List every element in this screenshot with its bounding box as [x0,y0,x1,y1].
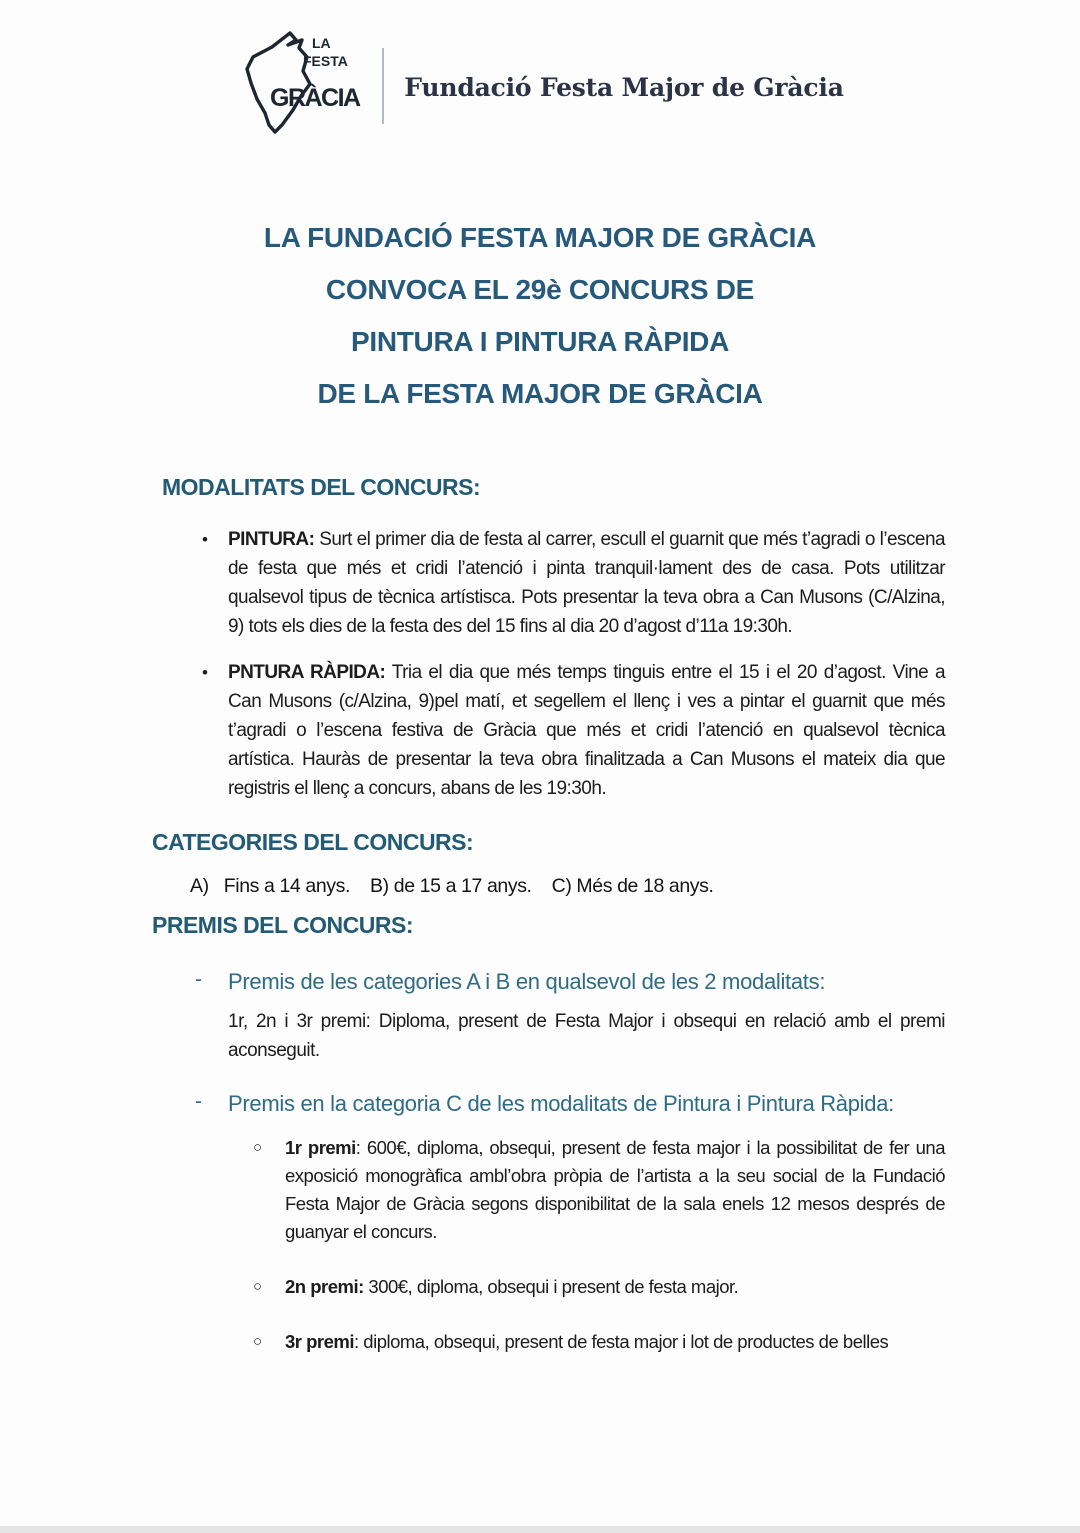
logo-divider [382,48,384,124]
title-line-1: LA FUNDACIÓ FESTA MAJOR DE GRÀCIA [263,222,817,253]
premi-c-item-3-text [285,1328,945,1356]
bullet-pintura-body: Surt el primer dia de festa al carrer, escull el guarnit que més t’agradi o l’escena de festa que més et cridi l’atenció i pinta tranquil·lament des de casa. Pots utilitzar qualsevol tipus de tècnica artístisca. Pots presentar la teva obra a Can Musons (C/Alzina, 9) tots els dies de la festa des del 15 fins al dia 20 d’agost d’11a 19:30h. [228,529,945,637]
logo-header [0,0,1080,138]
bullet-pintura-label: PINTURA: [228,529,315,550]
dash-marker-icon: - [195,968,202,991]
circle-marker-icon: ○ [253,1333,263,1350]
heading-categories: CATEGORIES DEL CONCURS: [152,829,474,855]
premi-c-item-3-body: : diploma, obsequi, present de festa major i lot de productes de belles [354,1331,889,1352]
heading-modalitats: MODALITATS DEL CONCURS: [162,474,481,500]
premis-group-ab-subheading: Premis de les categories A i B en qualsevol de les 2 modalitats: [228,969,826,994]
bullet-pintura [202,525,1080,641]
premi-c-item-2-body: 300€, diploma, obsequi i present de festa major. [363,1276,739,1297]
title-line-3: PINTURA I PINTURA RÀPIDA [350,326,730,357]
heading-premis: PREMIS DEL CONCURS: [152,912,413,938]
premi-c-item-2-text [285,1273,945,1301]
dash-marker-icon: - [195,1090,202,1113]
premi-c-item-1-text [285,1134,945,1246]
bullet-pintura-rapida-text [228,658,945,803]
title-line-4: DE LA FESTA MAJOR DE GRÀCIA [317,378,763,409]
bullet-dot-icon: • [202,530,208,549]
premi-c-item-3-label: 3r premi [285,1331,355,1352]
logo-text-la: LA [312,35,331,51]
bullet-pintura-text [228,525,945,641]
title-line-2: CONVOCA EL 29è CONCURS DE [325,274,755,305]
premi-c-item-1 [253,1134,1080,1246]
document-title [0,212,1080,420]
gracia-map-outline-icon [247,33,310,132]
logo-text-festa: FESTA [303,53,349,69]
premi-c-item-1-label: 1r premi [285,1137,356,1158]
premis-group-c [195,1085,1080,1122]
categories-line: A) Fins a 14 anys. B) de 15 a 17 anys. C) Més de 18 anys. [190,875,714,897]
premi-c-item-2-label: 2n premi: [285,1276,364,1297]
festa-gracia-logo-icon [236,26,364,138]
org-name: Fundació Festa Major de Gràcia [404,72,844,102]
premi-c-item-3 [253,1328,1080,1356]
circle-marker-icon: ○ [253,1139,263,1156]
logo-text-gracia: GRÀCIA [270,84,360,112]
bullet-dot-icon: • [202,663,208,682]
page-bottom-edge [0,1526,1080,1533]
premis-group-ab [195,963,1080,1000]
premis-group-ab-body: 1r, 2n i 3r premi: Diploma, present de Festa Major i obsequi en relació amb el premi aconseguit. [228,1011,945,1061]
bullet-pintura-rapida-body: Tria el dia que més temps tinguis entre el 15 i el 20 d’agost. Vine a Can Musons (c/Alzina, 9)pel matí, et segellem el llenç i ves a pintar el guarnit que més t’agradi o l’escena festiva de Gràcia que més et cridi l’atenció en qualsevol tècnica artística. Hauràs de presentar la teva obra finalitzada a Can Musons el mateix dia que registris el llenç a concurs, abans de les 19:30h. [228,662,945,799]
premi-c-item-1-body: : 600€, diploma, obsequi, present de festa major i la possibilitat de fer una exposició monogràfica ambl’obra pròpia de l’artista a la seu social de la Fundació Festa Major de Gràcia segons disponibilitat de la sala enels 12 mesos després de guanyar el concurs. [285,1137,945,1242]
bullet-pintura-rapida [202,658,1080,803]
bullet-pintura-rapida-label: PNTURA RÀPIDA: [228,662,386,683]
premis-group-c-subheading: Premis en la categoria C de les modalitats de Pintura i Pintura Ràpida: [228,1091,894,1116]
circle-marker-icon: ○ [253,1278,263,1295]
premi-c-item-2 [253,1273,1080,1301]
